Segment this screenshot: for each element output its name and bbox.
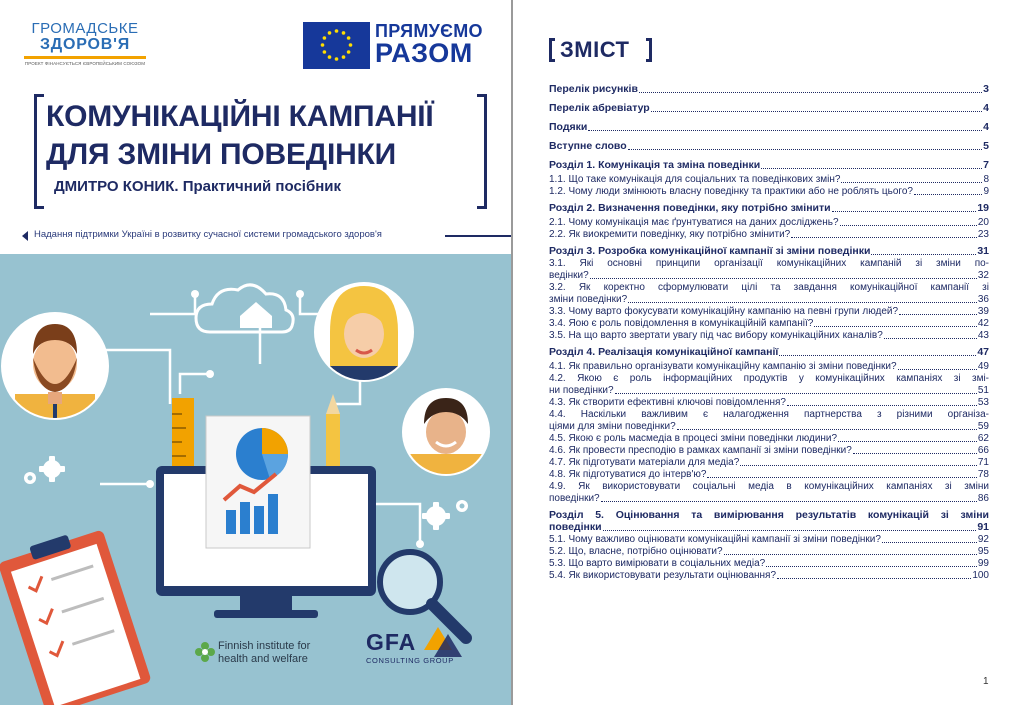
toc-leader — [677, 429, 977, 430]
toc-page-number: 71 — [977, 457, 989, 468]
toc-entry-5-2[interactable] — [549, 546, 989, 557]
toc-entry-label-line1: 3.1. Які основні принципи організації комунікаційних кампаній зі зміни по- — [549, 258, 989, 269]
toc-leader — [724, 554, 977, 555]
toc-entry-label: 4.3. Як створити ефективні ключові повідомлення? — [549, 397, 786, 408]
toc-section-title: Розділ 3. Розробка комунікаційної кампанії зі зміни поведінки — [549, 245, 871, 257]
toc-entry-label: 5.2. Що, власне, потрібно оцінювати? — [549, 546, 723, 557]
cover-title-line2: ДЛЯ ЗМІНИ ПОВЕДІНКИ — [46, 138, 397, 171]
toc-entry-4-8[interactable] — [549, 469, 989, 480]
toc-leader — [779, 355, 976, 356]
eu-logo — [303, 22, 488, 69]
toc-entry-label-line1: 3.2. Як коректно сформулювати цілі та завдання комунікаційної кампанії зі — [549, 282, 989, 293]
toc-entry-5-1[interactable] — [549, 534, 989, 545]
toc-leader — [871, 254, 976, 255]
toc-leader — [814, 326, 977, 327]
magnifier-icon — [380, 552, 466, 638]
toc-page-number: 32 — [977, 269, 989, 281]
toc-section-4[interactable] — [549, 347, 989, 358]
toc-entry-label: 4.7. Як підготувати матеріали для медіа? — [549, 457, 740, 468]
gear-icon — [24, 456, 65, 484]
toc-page-number: 86 — [977, 492, 989, 504]
finnish-institute-logo-icon — [195, 642, 215, 662]
toc-leader — [777, 578, 971, 579]
title-block — [34, 94, 500, 214]
toc-section-1[interactable] — [549, 160, 989, 171]
gfa-sub: CONSULTING GROUP — [366, 656, 454, 665]
toc-page-number: 3 — [983, 83, 989, 95]
toc-entry-label: 2.1. Чому комунікація має ґрунтуватися на даних досліджень? — [549, 217, 839, 228]
toc-page-number: 91 — [977, 520, 989, 533]
toc-page-number: 42 — [977, 318, 989, 329]
support-line — [20, 229, 511, 243]
cover-page — [0, 0, 511, 705]
table-of-contents — [549, 80, 989, 581]
toc-section-title: Розділ 2. Визначення поведінки, яку потрібно змінити — [549, 202, 831, 214]
toc-leader — [603, 530, 977, 531]
toc-page-number: 95 — [977, 546, 989, 557]
toc-page-number: 43 — [977, 330, 989, 341]
toc-entry-label: 5.3. Що варто вимірювати в соціальних медіа? — [549, 558, 766, 569]
toc-page-number: 9 — [983, 186, 989, 197]
toc-page-number: 99 — [977, 558, 989, 569]
logo-line1: ГРОМАДСЬКЕ — [31, 20, 139, 37]
toc-entry-1-1[interactable] — [549, 174, 989, 185]
toc-leader — [884, 338, 977, 339]
toc-leader — [761, 168, 982, 169]
toc-page-number: 19 — [977, 202, 989, 214]
logo-line2: ЗДОРОВ'Я — [39, 36, 131, 53]
toc-page-number: 4 — [983, 102, 989, 114]
toc-leader — [882, 542, 977, 543]
toc-leader — [588, 130, 982, 131]
toc-entry-label: 4.6. Як провести пресподію в рамках кампанії зі зміни поведінки? — [549, 445, 852, 456]
clipboard-icon — [0, 524, 152, 705]
toc-section-5[interactable] — [549, 510, 989, 533]
toc-entry-label: 3.4. Яою є роль повідомлення в комунікаційній кампанії? — [549, 318, 814, 329]
toc-entry-2-2[interactable] — [549, 229, 989, 240]
toc-page-number: 39 — [977, 306, 989, 317]
toc-leader — [841, 182, 982, 183]
man-avatar-left — [1, 312, 109, 434]
toc-entry-4-2[interactable] — [549, 373, 989, 396]
toc-page-number: 51 — [977, 384, 989, 396]
toc-entry-4-3[interactable] — [549, 397, 989, 408]
toc-entry-abbreviations[interactable] — [549, 103, 989, 114]
finnish-institute-logo — [218, 640, 310, 666]
toc-entry-4-1[interactable] — [549, 361, 989, 372]
toc-leader — [832, 211, 977, 212]
toc-section-title-line1: Розділ 5. Оцінювання та вимірювання результатів комунікацій зі зміни — [549, 509, 989, 521]
toc-entry-label: 4.5. Якою є роль масмедіа в процесі зміни поведінки людини? — [549, 433, 838, 444]
toc-leader — [898, 369, 977, 370]
toc-entry-label: 3.3. Чому варто фокусувати комунікаційну кампанію на певні групи людей? — [549, 306, 899, 317]
toc-page-number: 66 — [977, 445, 989, 456]
toc-leader — [628, 149, 983, 150]
toc-page-number: 62 — [977, 433, 989, 444]
eu-slogan — [375, 22, 483, 67]
toc-entry-4-5[interactable] — [549, 433, 989, 444]
toc-leader — [628, 302, 977, 303]
cover-illustration — [0, 254, 511, 705]
toc-leader — [914, 194, 982, 195]
logo-accent-bar — [24, 56, 146, 59]
toc-leader — [853, 453, 977, 454]
cover-author: ДМИТРО КОНИК. Практичний посібник — [54, 178, 342, 195]
toc-entry-label: 1.1. Що таке комунікація для соціальних та поведінкових змін? — [549, 174, 841, 185]
toc-section-3[interactable] — [549, 246, 989, 257]
toc-entry-3-4[interactable] — [549, 318, 989, 329]
toc-entry-label: 5.1. Чому важливо оцінювати комунікаційні кампанії зі зміни поведінки? — [549, 534, 881, 545]
contents-page — [513, 0, 1024, 705]
heading-bracket-right — [646, 38, 652, 62]
toc-entry-1-2[interactable] — [549, 186, 989, 197]
toc-entry-foreword[interactable] — [549, 141, 989, 152]
gfa-logo — [366, 630, 454, 665]
toc-leader — [740, 465, 977, 466]
toc-entry-label-line2: поведінки? — [549, 492, 600, 504]
toc-entry-figures[interactable] — [549, 84, 989, 95]
toc-entry-3-2[interactable] — [549, 282, 989, 305]
toc-entry-label-line1: 4.2. Якою є роль інформаційних продуктів у комунікаційних кампаніях зі змі- — [549, 373, 989, 384]
toc-entry-label: 3.5. На що варто звертати увагу під час вибору комунікаційних каналів? — [549, 330, 883, 341]
toc-leader — [639, 92, 982, 93]
finnish-line2: health and welfare — [218, 653, 308, 665]
toc-entry-4-7[interactable] — [549, 457, 989, 468]
toc-entry-3-5[interactable] — [549, 330, 989, 341]
toc-section-2[interactable] — [549, 203, 989, 214]
cover-title — [46, 98, 434, 174]
toc-page-number: 78 — [977, 469, 989, 480]
toc-entry-label-line1: 4.4. Наскільки важливим є налагодження партнерства з різними організа- — [549, 409, 989, 420]
toc-section-title: Розділ 1. Комунікація та зміна поведінки — [549, 159, 761, 171]
toc-leader — [651, 111, 982, 112]
toc-entry-3-1[interactable] — [549, 258, 989, 281]
report-document-icon — [206, 416, 310, 548]
toc-page-number: 4 — [983, 121, 989, 133]
toc-section-title: Розділ 4. Реалізація комунікаційної кампанії — [549, 346, 779, 358]
toc-entry-label-line2: ни поведінки? — [549, 384, 614, 396]
toc-leader — [766, 566, 977, 567]
toc-page-number: 8 — [983, 174, 989, 185]
toc-page-number: 36 — [977, 293, 989, 305]
toc-entry-label-line2: зміни поведінки? — [549, 293, 628, 305]
contents-title: ЗМІСТ — [560, 37, 630, 62]
toc-entry-label: 4.8. Як підготуватися до інтерв'ю? — [549, 469, 707, 480]
toc-entry-label-line2: ціями для зміни поведінки? — [549, 420, 676, 432]
toc-entry-5-3[interactable] — [549, 558, 989, 569]
toc-leader — [840, 225, 977, 226]
toc-leader — [615, 393, 977, 394]
cover-title-line1: КОМУНІКАЦІЙНІ КАМПАНІЇ — [46, 100, 434, 133]
eu-slogan-line2: РАЗОМ — [375, 38, 473, 68]
toc-page-number: 31 — [977, 245, 989, 257]
arrow-left-icon — [20, 231, 30, 241]
toc-entry-label-line2: ведінки? — [549, 269, 589, 281]
toc-page-number: 5 — [983, 140, 989, 152]
toc-entry-label: Вступне слово — [549, 140, 627, 152]
toc-entry-label: 4.1. Як правильно організувати комунікаційну кампанію зі зміни поведінки? — [549, 361, 897, 372]
toc-entry-label: 5.4. Як використовувати результати оцінювання? — [549, 570, 777, 581]
toc-leader — [590, 278, 977, 279]
toc-section-title-line2: поведінки — [549, 520, 602, 533]
toc-page-number: 20 — [977, 217, 989, 228]
support-text: Надання підтримки Україні в розвитку сучасної системи громадського здоров'я — [34, 229, 382, 240]
title-bracket-right — [477, 94, 487, 209]
toc-entry-4-4[interactable] — [549, 409, 989, 432]
toc-page-number: 49 — [977, 361, 989, 372]
support-rule — [445, 235, 511, 237]
toc-leader — [787, 405, 977, 406]
eu-slogan-line1: ПРЯМУЄМО — [375, 21, 483, 41]
cloud-icon — [196, 285, 293, 332]
logo-tagline: ПРОЕКТ ФІНАНСУЄТЬСЯ ЄВРОПЕЙСЬКИМ СОЮЗОМ — [24, 61, 146, 66]
toc-entry-4-9[interactable] — [549, 481, 989, 504]
toc-page-number: 47 — [977, 346, 989, 358]
page-number: 1 — [983, 676, 989, 687]
gfa-name: GFA — [366, 629, 417, 655]
toc-page-number: 59 — [977, 420, 989, 432]
woman-avatar — [314, 282, 414, 386]
toc-entry-2-1[interactable] — [549, 217, 989, 228]
toc-entry-label: 1.2. Чому люди змінюють власну поведінку та практики або не роблять цього? — [549, 186, 913, 197]
gear-icon-right — [422, 500, 468, 530]
man-avatar-right — [402, 388, 490, 484]
toc-page-number: 100 — [972, 570, 989, 581]
toc-page-number: 7 — [983, 159, 989, 171]
toc-leader — [899, 314, 977, 315]
public-health-logo — [20, 20, 150, 66]
toc-page-number: 53 — [977, 397, 989, 408]
toc-entry-3-3[interactable] — [549, 306, 989, 317]
toc-entry-acknowledgements[interactable] — [549, 122, 989, 133]
toc-leader — [838, 441, 977, 442]
toc-entry-5-4[interactable] — [549, 570, 989, 581]
eu-flag-icon — [303, 22, 370, 69]
toc-entry-label: Перелік абревіатур — [549, 102, 650, 114]
toc-leader — [707, 477, 976, 478]
title-bracket-left — [34, 94, 44, 209]
toc-entry-label: 2.2. Як виокремити поведінку, яку потрібно змінити? — [549, 229, 791, 240]
toc-leader — [601, 501, 977, 502]
toc-entry-label-line1: 4.9. Як використовувати соціальні медіа в комунікаційних кампаніях зі зміни — [549, 481, 989, 492]
heading-bracket-left — [549, 38, 555, 62]
finnish-line1: Finnish institute for — [218, 640, 311, 652]
toc-page-number: 23 — [977, 229, 989, 240]
toc-leader — [791, 237, 977, 238]
toc-entry-4-6[interactable] — [549, 445, 989, 456]
toc-entry-label: Перелік рисунків — [549, 83, 638, 95]
toc-page-number: 92 — [977, 534, 989, 545]
toc-entry-label: Подяки — [549, 121, 588, 133]
